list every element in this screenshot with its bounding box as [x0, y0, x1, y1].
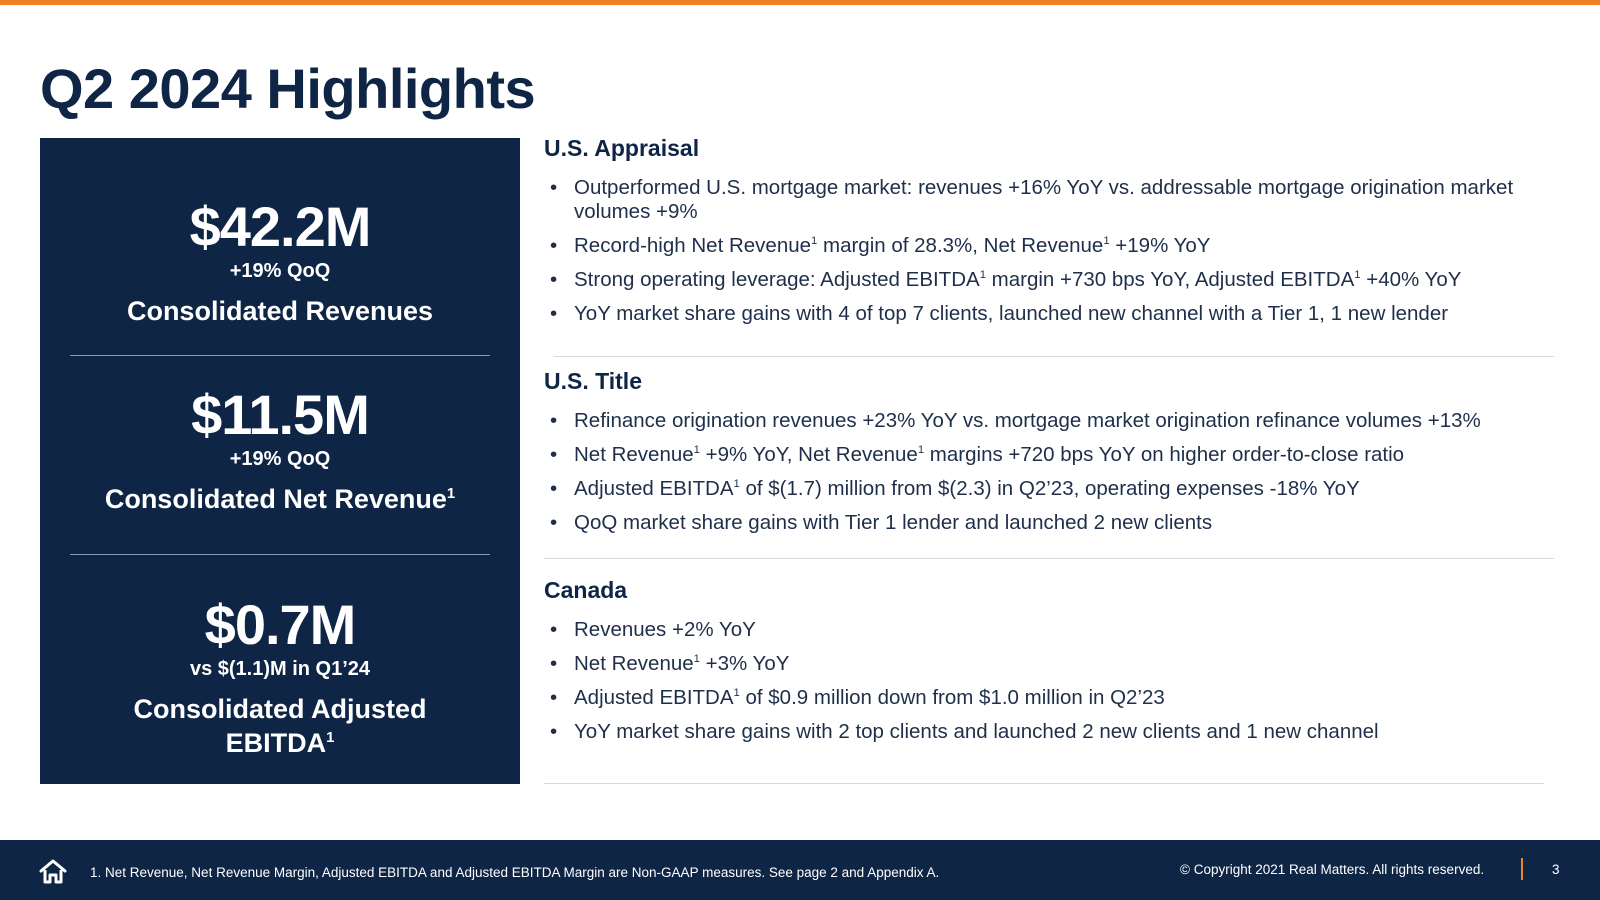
footnote: 1. Net Revenue, Net Revenue Margin, Adjusted EBITDA and Adjusted EBITDA Margin are Non-GAAP measures. See page 2 and Appendix A.: [90, 865, 940, 880]
bullet-item: • Revenues +2% YoY: [544, 618, 1554, 642]
kpi-revenue-delta: +19% QoQ: [229, 260, 331, 282]
bullet-item: • Strong operating leverage: Adjusted EBITDA$^1$ margin +730 bps YoY, Adjusted $EBITDA^1 +40\%$ YoY: [544, 268, 1554, 292]
bullet-item: • Record-high Net Revenue$^1$ margin of 28.3%, Net Revenue$^1$ +19% YoY: [544, 234, 1554, 258]
top-accent-bar: [0, 0, 1600, 5]
home-icon[interactable]: [38, 858, 68, 884]
section-us-appraisal: [544, 135, 1554, 336]
kpi-ebitda-label: Consolidated Adjusted EBITDA$^1$: [133, 694, 427, 758]
page-title: Q2 2024 Highlights: [40, 57, 536, 120]
kpi-net-revenue: [40, 384, 520, 516]
bullet-item: • QoQ market share gains with Tier 1 lender and launched 2 new clients: [544, 511, 1554, 535]
kpi-ebitda: [40, 594, 520, 760]
section-canada: [544, 577, 1554, 754]
section-title: U.S. Title: [544, 368, 642, 394]
kpi-ebitda-value: $0.7M: [204, 593, 356, 656]
bullet-item: • Adjusted EBITDA$^1$ of $(1.7) million from $(2.3) in Q2’23, operating expenses -18% YoY: [544, 477, 1554, 501]
bullet-item: • Refinance origination revenues +23% YoY vs. mortgage market origination refinance volumes +13%: [544, 409, 1554, 433]
kpi-divider: [70, 355, 490, 356]
section-divider: [554, 356, 1554, 357]
kpi-panel: [40, 138, 520, 784]
bullet-item: • YoY market share gains with 4 of top 7 clients, launched new channel with a Tier 1, 1 new lender: [544, 302, 1554, 326]
bullet-list: [544, 409, 1554, 535]
section-divider: [544, 783, 1544, 784]
kpi-net-revenue-value: $11.5M: [191, 383, 369, 446]
copyright: © Copyright 2021 Real Matters. All rights reserved.: [1180, 862, 1485, 877]
page-number: 3: [1552, 862, 1560, 877]
kpi-ebitda-delta: vs $(1.1)M in Q1’24: [189, 658, 371, 680]
bullet-item: • YoY market share gains with 2 top clients and launched 2 new clients and 1 new channel: [544, 720, 1554, 744]
kpi-revenue: [40, 196, 520, 328]
bullet-item: • Net Revenue$^1$ +9% YoY, Net Revenue$^1$ margins +720 bps YoY on higher order-to-close ratio: [544, 443, 1554, 467]
footer: [0, 840, 1600, 900]
bullet-list: [544, 618, 1554, 744]
bullet-item: • Outperformed U.S. mortgage market: revenues +16% YoY vs. addressable mortgage origination market volumes +9%: [544, 176, 1554, 224]
kpi-divider: [70, 554, 490, 555]
kpi-net-revenue-delta: +19% QoQ: [229, 448, 331, 470]
kpi-revenue-label: Consolidated Revenues: [126, 296, 434, 326]
bullet-list: [544, 176, 1554, 326]
section-divider: [544, 558, 1554, 559]
section-us-title: [544, 368, 1554, 545]
footer-separator: [1521, 858, 1523, 880]
bullet-item: • Adjusted EBITDA$^1$ of $0.9 million down from $1.0 million in Q2’23: [544, 686, 1554, 710]
kpi-net-revenue-label: Consolidated Net Revenue$^1$: [104, 484, 456, 514]
section-title: Canada: [544, 577, 628, 603]
kpi-revenue-value: $42.2M: [189, 195, 371, 258]
section-title: U.S. Appraisal: [544, 135, 700, 161]
bullet-item: • Net Revenue$^1$ +3% YoY: [544, 652, 1554, 676]
